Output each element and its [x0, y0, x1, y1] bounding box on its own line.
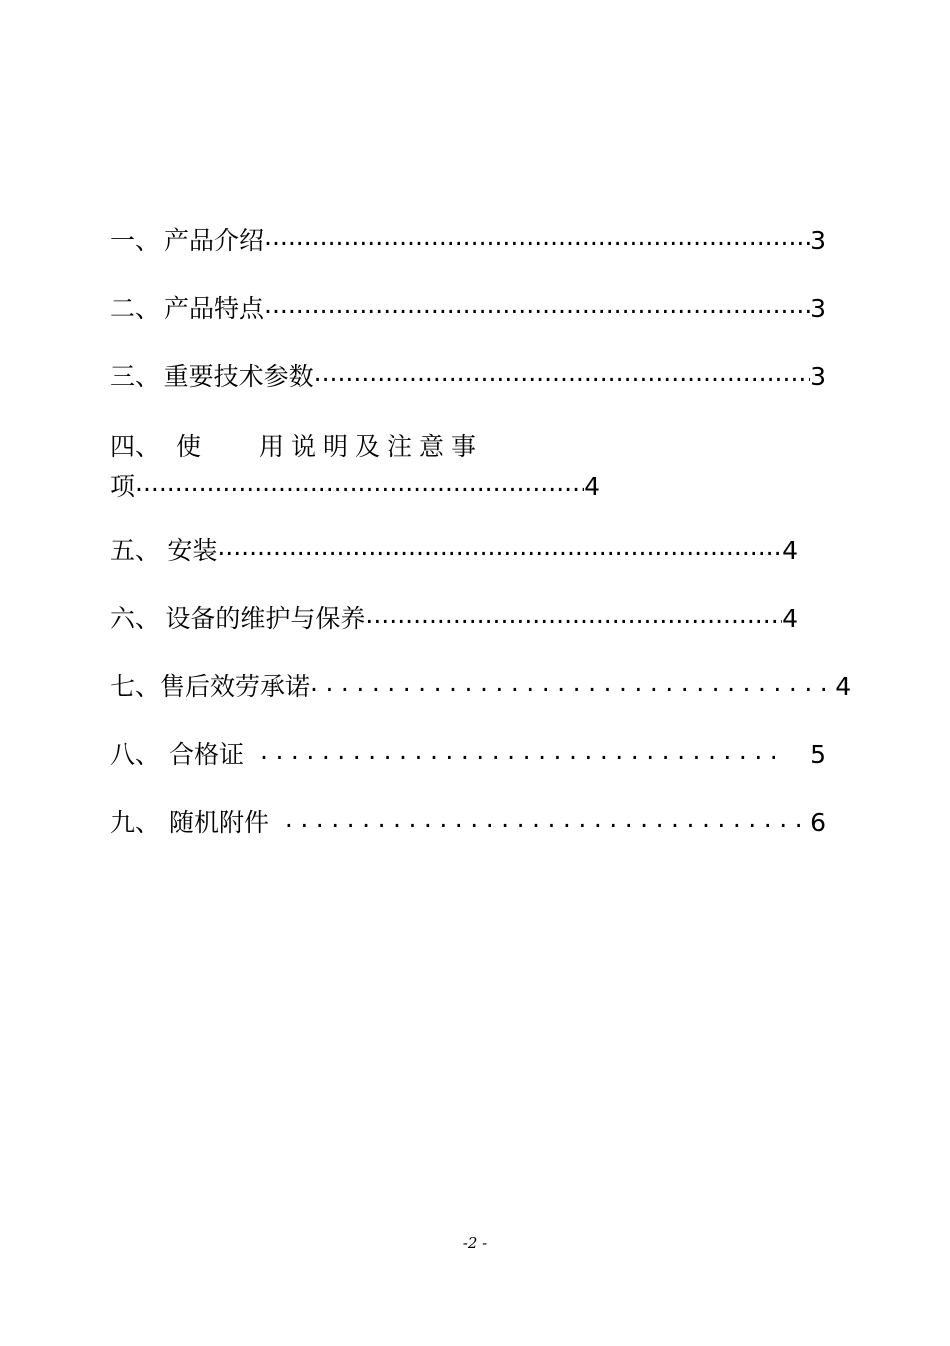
- toc-entry-2-page: 3: [810, 294, 826, 323]
- toc-entry-9[interactable]: [110, 804, 826, 842]
- dot-leader: [264, 218, 810, 256]
- dot-leader: [264, 286, 810, 324]
- toc-entry-4-title-part2: 用说明及注意事: [259, 432, 484, 461]
- toc-entry-4-line1[interactable]: [110, 428, 826, 466]
- toc-entry-2-number: 二、: [110, 294, 161, 323]
- toc-entry-2[interactable]: [110, 290, 826, 328]
- toc-entry-6-page: 4: [782, 604, 798, 633]
- dot-leader: [217, 528, 782, 566]
- page-footer: -2 -: [462, 1234, 488, 1252]
- toc-entry-5-page: 4: [782, 536, 798, 565]
- dot-leader: [365, 596, 782, 634]
- dot-leader: ..................................: [284, 804, 811, 833]
- toc-entry-9-title: 随机附件: [168, 808, 269, 837]
- toc-entry-5-number: 五、: [110, 536, 161, 565]
- dot-leader: [135, 464, 584, 502]
- toc-entry-8-number: 八、: [110, 740, 161, 769]
- toc-entry-6-number: 六、: [110, 604, 161, 633]
- toc-entry-8[interactable]: [110, 736, 826, 774]
- toc-entry-4-title-part3: 项: [110, 472, 136, 501]
- toc-entry-4-page: 4: [584, 472, 600, 501]
- toc-entry-1-page: 3: [810, 226, 826, 255]
- dot-leader: ..................................: [310, 668, 836, 697]
- toc-entry-3-number: 三、: [110, 362, 161, 391]
- toc-entry-1-title: 产品介绍: [163, 226, 264, 255]
- toc-entry-7-title: 售后效劳承诺: [160, 672, 311, 701]
- toc-entry-8-page: 5: [810, 740, 826, 769]
- toc-entry-4-line2[interactable]: [110, 468, 600, 506]
- toc-entry-7-number: 七、: [110, 672, 161, 701]
- toc-entry-8-title: 合格证: [169, 740, 245, 769]
- toc-entry-7-page: 4: [835, 672, 852, 701]
- toc-entry-4-number: 四、: [110, 432, 161, 461]
- toc-entry-5-title: 安装: [167, 536, 218, 565]
- toc-entry-9-page: 6: [810, 808, 826, 837]
- dot-leader: ..................................: [260, 736, 786, 765]
- toc-entry-2-title: 产品特点: [163, 294, 264, 323]
- toc-entry-9-number: 九、: [110, 808, 161, 837]
- toc-entry-5[interactable]: [110, 532, 798, 570]
- toc-entry-3-title: 重要技术参数: [163, 362, 314, 391]
- toc-entry-3-page: 3: [810, 362, 826, 391]
- toc-entry-1[interactable]: [110, 222, 826, 260]
- toc-entry-1-number: 一、: [110, 226, 161, 255]
- toc-entry-4-title-part1: 使: [176, 432, 202, 461]
- toc-entry-3[interactable]: [110, 358, 826, 396]
- dot-leader: [314, 354, 810, 392]
- toc-entry-6[interactable]: [110, 600, 798, 638]
- toc-entry-7[interactable]: [110, 668, 852, 706]
- toc-entry-6-title: 设备的维护与保养: [165, 604, 366, 633]
